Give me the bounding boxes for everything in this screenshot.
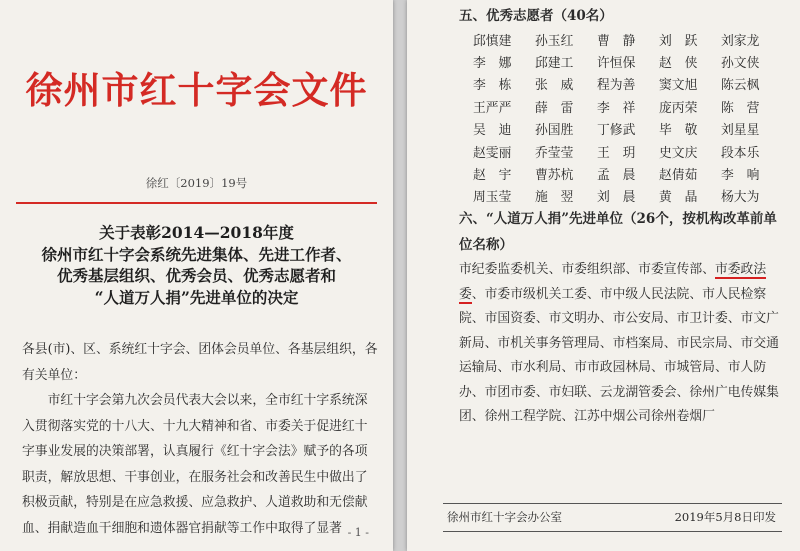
- volunteer-name: 李 娜: [473, 56, 512, 72]
- footer-rule-top: [443, 503, 782, 504]
- footer-issuer: 徐州市红十字会办公室: [447, 510, 562, 524]
- volunteer-name: 程为善: [597, 78, 636, 94]
- title-line: 徐州市红十字会系统先进集体、先进工作者、: [41, 244, 352, 264]
- volunteer-name: 孙文侠: [721, 56, 760, 72]
- footer-rule-bottom: [443, 531, 782, 532]
- volunteer-name: 庞丙荣: [659, 100, 698, 116]
- right-page: [407, 0, 800, 551]
- volunteer-name: 刘 晨: [597, 190, 636, 206]
- volunteer-row: [473, 185, 783, 207]
- volunteer-name: 王 玥: [597, 145, 636, 161]
- body-paragraph: 市红十字会第九次会员代表大会以来，全市红十字系统深入贯彻落实党的十八大、十九大精神和省、市委关于促进红十字事业发展的决策部署，认真履行《红十字会法》赋予的各项职责，解放思想、干事创业，在服务社会和改善民生中做出了积极贡献，特别是在应急救援、应急救护、人道救助和无偿献血、捐献造血干细胞和遗体器官捐献等工作中取得了显著: [22, 393, 368, 536]
- volunteer-name: 曹苏杭: [535, 168, 574, 184]
- underlined-org: 市委政法: [714, 262, 767, 277]
- volunteer-name: 刘 跃: [659, 33, 698, 49]
- volunteer-name: 王严严: [473, 100, 512, 116]
- title-line: “人道万人捐”先进单位的决定: [94, 287, 299, 307]
- volunteer-row: [473, 50, 783, 72]
- volunteer-name: 陈 营: [721, 100, 760, 116]
- volunteer-name: 孟 晨: [597, 168, 636, 184]
- volunteer-name: 段本乐: [721, 145, 760, 161]
- document-title: [0, 222, 393, 308]
- red-divider: [16, 202, 377, 204]
- volunteer-name: 赵 侠: [659, 56, 698, 72]
- volunteer-name: 施 翌: [535, 190, 574, 206]
- org-list: [459, 258, 784, 430]
- addressee: 各县(市)、区、系统红十字会、团体会员单位、各基层组织，各有关单位：: [22, 342, 378, 383]
- volunteer-row: [473, 118, 783, 140]
- volunteer-name: 邱建工: [535, 56, 574, 72]
- volunteer-name: 吴 迪: [473, 123, 512, 139]
- volunteer-name: 周玉莹: [473, 190, 512, 206]
- volunteer-name: 乔莹莹: [535, 145, 574, 161]
- volunteer-name: 薛 雷: [535, 100, 574, 116]
- volunteer-row: [473, 95, 783, 117]
- volunteer-name: 李 响: [721, 168, 760, 184]
- page-number: - 1 -: [347, 526, 369, 539]
- volunteer-name: 窦文旭: [659, 78, 698, 94]
- volunteer-name: 邱慎建: [473, 33, 512, 49]
- title-line: 优秀基层组织、优秀会员、优秀志愿者和: [56, 266, 336, 285]
- volunteer-row: [473, 28, 783, 50]
- volunteer-name: 赵雯丽: [473, 145, 512, 161]
- section5-title: 五、优秀志愿者（40名）: [459, 8, 613, 24]
- volunteer-name: 史文庆: [659, 145, 698, 161]
- volunteer-row: [473, 73, 783, 95]
- volunteer-name: 毕 敬: [659, 123, 698, 139]
- title-line: 关于表彰2014—2018年度: [99, 223, 294, 242]
- volunteer-name: 李 祥: [597, 100, 636, 116]
- volunteer-name: 赵倩茹: [659, 168, 698, 184]
- volunteer-name: 刘星星: [721, 123, 760, 139]
- volunteer-name: 赵 宇: [473, 168, 512, 184]
- underlined-org-cont: 委: [459, 286, 472, 302]
- volunteer-name: 孙玉红: [535, 33, 574, 49]
- section6-title: 六、“人道万人捐”先进单位（26个，按机构改革前单位名称）: [459, 211, 777, 253]
- left-page: [0, 0, 393, 551]
- volunteer-name: 许恒保: [597, 56, 636, 72]
- document-number: 徐红〔2019〕19号: [145, 176, 248, 190]
- volunteer-name: 刘家龙: [721, 33, 760, 49]
- org-text: 市纪委监委机关、市委组织部、市委宣传部、: [459, 262, 715, 277]
- volunteer-name: 杨大为: [721, 190, 760, 206]
- volunteer-name: 张 威: [535, 78, 574, 94]
- volunteer-name: 丁修武: [597, 123, 636, 139]
- footer-date: 2019年5月8日印发: [674, 510, 776, 524]
- volunteer-name: 李 栋: [473, 78, 512, 94]
- volunteer-list: [473, 28, 783, 207]
- volunteer-row: [473, 140, 783, 162]
- volunteer-row: [473, 162, 783, 184]
- document-header: 徐州市红十字会文件: [25, 68, 368, 112]
- volunteer-name: 陈云枫: [721, 78, 760, 94]
- volunteer-name: 黄 晶: [659, 190, 698, 206]
- org-text: 、市委市级机关工委、市中级人民法院、市人民检察院、市国资委、市文明办、市公安局、市卫计委、市文广新局、市机关事务管理局、市档案局、市民宗局、市交通运输局、市水利局、市市政园林局、市城管局、市人防办、市团市委、市妇联、云龙湖管委会、徐州广电传媒集团、徐州工程学院、江苏中烟公司徐州卷烟厂: [459, 286, 779, 424]
- volunteer-name: 曹 静: [597, 33, 636, 49]
- footer: [447, 509, 776, 525]
- volunteer-name: 孙国胜: [535, 123, 574, 139]
- document-body: [22, 337, 379, 541]
